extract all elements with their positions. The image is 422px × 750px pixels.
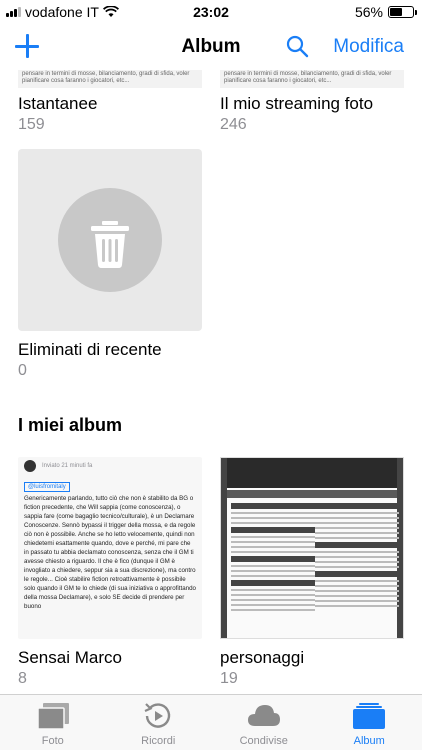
- battery-icon: [388, 6, 414, 18]
- album-count: 159: [18, 116, 45, 133]
- battery-percent: 56%: [354, 4, 383, 20]
- album-count: 8: [18, 670, 27, 687]
- sheet-column: [315, 500, 399, 610]
- album-count: 19: [220, 670, 238, 687]
- album-name[interactable]: personaggi: [220, 648, 305, 667]
- trash-icon: [80, 211, 140, 271]
- tab-label: Foto: [41, 735, 64, 747]
- post-time: Inviato 21 minuti fa: [42, 463, 93, 469]
- clock: 23:02: [193, 4, 229, 20]
- edit-button[interactable]: Modifica: [333, 36, 404, 57]
- tab-label: Condivise: [239, 735, 288, 747]
- album-count: 0: [18, 362, 27, 379]
- sheet-header-graphic: [221, 458, 403, 488]
- status-bar: [0, 0, 422, 24]
- cloud-icon: [246, 701, 282, 731]
- navigation-bar: [0, 26, 422, 70]
- album-thumbnail-recently-deleted[interactable]: [18, 149, 202, 331]
- album-name[interactable]: Eliminati di recente: [18, 340, 162, 359]
- album-name[interactable]: Sensai Marco: [18, 648, 122, 667]
- album-icon: [351, 701, 387, 731]
- tab-album[interactable]: [317, 695, 422, 750]
- album-preview-text: pensare in termini di mosse, bilanciamento, gradi di sfida, voler pianificare cosa faranno i giocatori, etc...: [22, 71, 190, 84]
- tab-bar: [0, 694, 422, 750]
- battery-area: [355, 4, 414, 20]
- carrier-name: vodafone IT: [25, 4, 99, 20]
- photos-icon: [35, 701, 71, 731]
- album-name[interactable]: Il mio streaming foto: [220, 94, 374, 113]
- album-list: [0, 70, 422, 694]
- post-text: Genericamente parlando, tutto ciò che non è stabilito da BG o fiction precedente, che Will sappia (come conoscenza), o sappia fare (come bagaglio tecnico/culturale), è un Declamare Conoscenze. Sennò bypassi il trigger della mossa, e da regole ciò non è possibile. Anche se ho letto velocemente, quindi non chiedetemi esattamente quando, dove e perché, mi pare che in passato tu abbia declamato conoscenza, senza che il GM ti avesse chiesto a riguardo. Il che è fico (dunque il GM è invogliato a chiedere, seppur sia a sua discrezione), ma contro le regole... Cioè stabilire fiction retroattivamente è possibile solo quando il GM te lo chiede (di sua iniziativa o approfittando della mossa Declamare), e solo SE decide di prendere per buono: [24, 495, 196, 610]
- tab-condivise[interactable]: [211, 695, 317, 750]
- tab-label: Album: [353, 735, 385, 747]
- post-header: [18, 457, 202, 475]
- tab-label: Ricordi: [141, 735, 176, 747]
- post-handle: @luisfromitaly: [24, 482, 70, 492]
- album-thumbnail-sensai-marco[interactable]: [18, 457, 202, 639]
- album-thumbnail-istantanee[interactable]: [18, 70, 202, 88]
- album-count: 246: [220, 116, 247, 133]
- sheet-edge: [221, 458, 227, 639]
- tab-foto[interactable]: [0, 695, 106, 750]
- section-title: I miei album: [18, 415, 123, 435]
- page-title: Album: [181, 36, 241, 57]
- album-thumbnail-personaggi[interactable]: [220, 457, 404, 639]
- sheet-column: [231, 500, 315, 614]
- avatar: [24, 460, 36, 472]
- sheet-header-graphic: [221, 490, 403, 498]
- album-preview-text: pensare in termini di mosse, bilanciamento, gradi di sfida, voler pianificare cosa faranno i giocatori, etc...: [224, 71, 392, 84]
- search-icon[interactable]: [285, 34, 309, 58]
- memories-icon: [140, 701, 176, 731]
- album-thumbnail-streaming[interactable]: [220, 70, 404, 88]
- tab-ricordi[interactable]: [106, 695, 212, 750]
- album-name[interactable]: Istantanee: [18, 94, 98, 113]
